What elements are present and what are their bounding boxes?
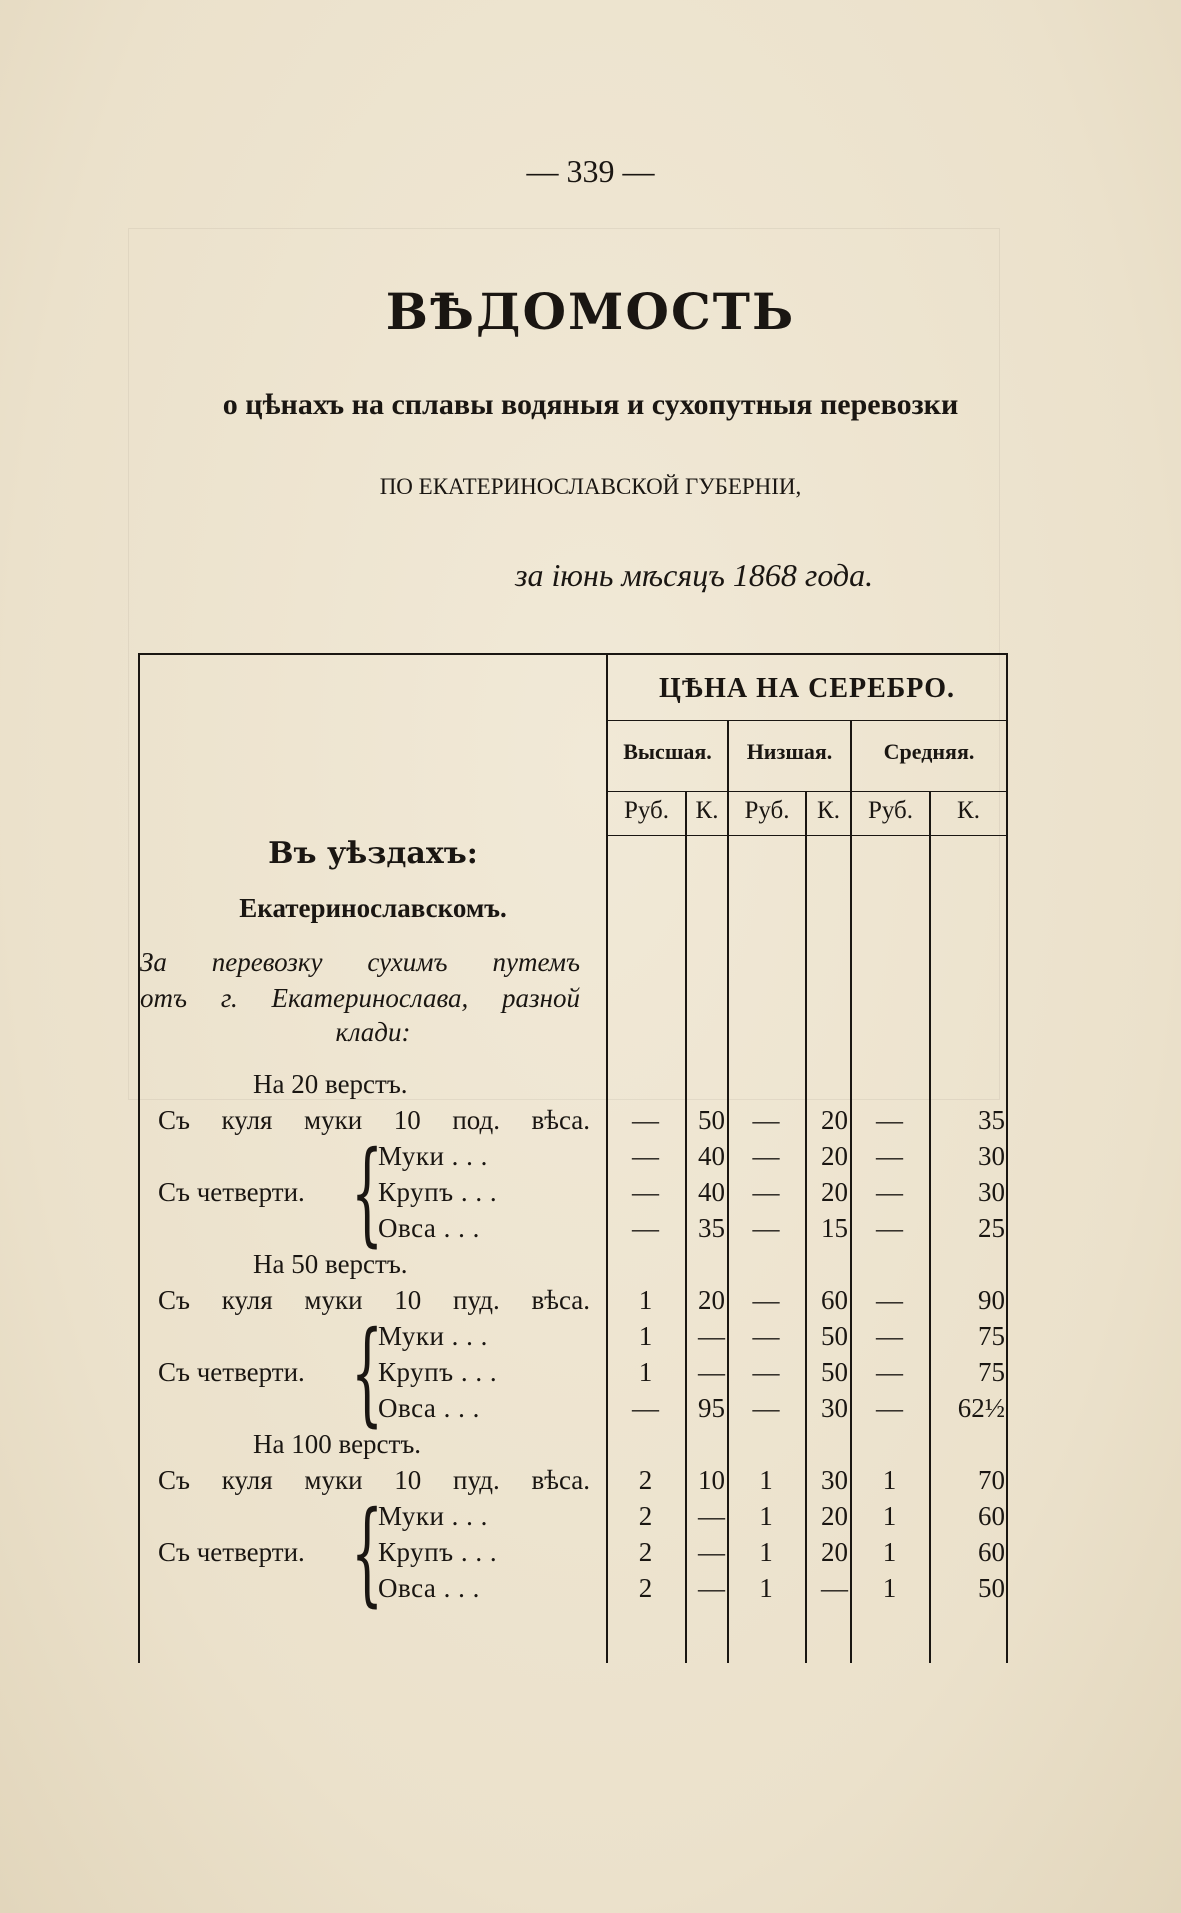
note-line-1: За перевозку сухимъ путемъ [140, 947, 580, 977]
item-name: Муки . . . [378, 1141, 488, 1171]
price-cell: 1 [638, 1285, 653, 1315]
distance-label: На 20 верстъ. [253, 1069, 408, 1099]
price-cell: 1 [882, 1501, 897, 1531]
price-cell: 30 [978, 1177, 1005, 1207]
item-name: Крупъ . . . [378, 1357, 498, 1387]
price-cell: — [752, 1105, 780, 1135]
price-cell: — [632, 1393, 659, 1423]
price-cell: 1 [759, 1537, 773, 1567]
col-group-avg: Средняя. [883, 739, 975, 764]
price-cell: 1 [882, 1573, 897, 1603]
price-cell: — [698, 1573, 725, 1603]
col-group-high: Высшая. [623, 739, 712, 764]
price-cell: 50 [978, 1573, 1005, 1603]
price-cell: 35 [978, 1105, 1005, 1135]
item-name: Овса . . . [378, 1213, 480, 1243]
price-cell: — [752, 1357, 780, 1387]
curly-brace: { [351, 1308, 384, 1438]
price-cell: — [876, 1141, 903, 1171]
price-header: ЦѢНА НА СЕРЕБРО. [658, 673, 956, 704]
note-line-2: отъ г. Екатеринослава, разной [140, 983, 580, 1013]
price-header-rule [608, 720, 1006, 721]
price-cell: — [632, 1213, 659, 1243]
price-cell: — [752, 1285, 780, 1315]
price-cell: 1 [882, 1537, 897, 1567]
table-border-right [1006, 653, 1008, 1663]
price-cell: 20 [821, 1105, 848, 1135]
price-cell: — [632, 1177, 659, 1207]
price-cell: — [752, 1177, 780, 1207]
note-line-3: клади: [335, 1017, 411, 1047]
price-cell: 20 [821, 1141, 848, 1171]
price-cell: — [698, 1321, 725, 1351]
unit-kop-1: К. [695, 797, 719, 824]
price-cell: 1 [882, 1465, 897, 1495]
price-cell: 20 [698, 1285, 725, 1315]
price-cell: — [698, 1537, 725, 1567]
price-cell: — [821, 1573, 848, 1603]
price-cell: 2 [638, 1537, 653, 1567]
table-top-rule [138, 653, 1008, 655]
price-cell: — [876, 1213, 903, 1243]
kul-label: Съ куля муки 10 под. вѣса. [158, 1105, 590, 1135]
unit-kop-2: К. [817, 797, 840, 824]
price-cell: 35 [698, 1213, 725, 1243]
price-cell: 20 [821, 1537, 848, 1567]
price-cell: 95 [698, 1393, 725, 1423]
unit-rub-2: Руб. [744, 797, 790, 824]
period-line: за іюнь мѣсяцъ 1868 года. [515, 557, 874, 593]
chetvert-label: Съ четверти. [158, 1357, 305, 1387]
price-cell: — [876, 1285, 903, 1315]
distance-label: На 50 верстъ. [253, 1249, 408, 1279]
price-cell: 60 [821, 1285, 848, 1315]
price-cell: 50 [821, 1357, 848, 1387]
price-cell: 10 [698, 1465, 725, 1495]
page-number: — 339 — [526, 153, 655, 189]
district-name: Екатеринославскомъ. [239, 893, 507, 923]
price-cell: — [752, 1393, 780, 1423]
units-top-rule [608, 791, 1006, 792]
price-cell: 40 [698, 1177, 725, 1207]
col-group-low: Низшая. [746, 739, 833, 764]
price-cell: 2 [638, 1501, 653, 1531]
item-name: Муки . . . [378, 1321, 488, 1351]
price-cell: 20 [821, 1501, 848, 1531]
price-cell: 90 [978, 1285, 1005, 1315]
price-cell: 60 [978, 1537, 1005, 1567]
kul-label: Съ куля муки 10 пуд. вѣса. [158, 1285, 590, 1315]
price-table [138, 653, 1008, 1663]
price-cell: 15 [821, 1213, 848, 1243]
price-cell: — [876, 1105, 903, 1135]
price-cell: 20 [821, 1177, 848, 1207]
price-cell: 50 [698, 1105, 725, 1135]
unit-rub-3: Руб. [867, 797, 914, 824]
price-cell: — [698, 1357, 725, 1387]
price-cell: 30 [821, 1393, 848, 1423]
price-cell: 50 [821, 1321, 848, 1351]
chetvert-label: Съ четверти. [158, 1177, 305, 1207]
price-cell: 1 [759, 1465, 773, 1495]
price-cell: — [632, 1105, 659, 1135]
price-cell: 2 [638, 1573, 653, 1603]
item-name: Муки . . . [378, 1501, 488, 1531]
item-name: Овса . . . [378, 1393, 480, 1423]
table-border-left [138, 653, 140, 1663]
price-cell: 1 [759, 1573, 773, 1603]
curly-brace: { [351, 1488, 384, 1618]
price-cell: 1 [638, 1357, 653, 1387]
price-cell: 70 [978, 1465, 1005, 1495]
price-cell: 75 [978, 1357, 1005, 1387]
price-cell: — [876, 1177, 903, 1207]
price-cell: — [698, 1501, 725, 1531]
document-title: ВѢДОМОСТЬ [385, 282, 796, 341]
district-heading: Въ уѣздахъ: [268, 836, 478, 871]
price-cell: 2 [638, 1465, 653, 1495]
distance-label: На 100 верстъ. [253, 1429, 422, 1459]
document-subtitle: о цѣнахъ на сплавы водяныя и сухопутныя перевозки [222, 388, 959, 421]
price-cell: — [876, 1321, 903, 1351]
province-line: ПО ЕКАТЕРИНОСЛАВСКОЙ ГУБЕРНІИ, [379, 474, 802, 499]
curly-brace: { [351, 1128, 384, 1258]
item-name: Овса . . . [378, 1573, 480, 1603]
price-cell: — [752, 1141, 780, 1171]
item-name: Крупъ . . . [378, 1537, 498, 1567]
price-cell: 1 [638, 1321, 653, 1351]
price-cell: 60 [978, 1501, 1005, 1531]
price-cell: — [876, 1357, 903, 1387]
price-cell: — [876, 1393, 903, 1423]
item-name: Крупъ . . . [378, 1177, 498, 1207]
price-cell: 62½ [957, 1393, 1005, 1423]
price-cell: 30 [978, 1141, 1005, 1171]
price-cell: — [752, 1321, 780, 1351]
price-cell: 25 [978, 1213, 1005, 1243]
price-cell: 30 [821, 1465, 848, 1495]
kul-label: Съ куля муки 10 пуд. вѣса. [158, 1465, 590, 1495]
price-cell: 1 [759, 1501, 773, 1531]
price-cell: 75 [978, 1321, 1005, 1351]
units-bottom-rule [608, 835, 1006, 836]
price-cell: — [632, 1141, 659, 1171]
price-cell: — [752, 1213, 780, 1243]
price-cell: 40 [698, 1141, 725, 1171]
unit-kop-3: К. [957, 797, 980, 824]
chetvert-label: Съ четверти. [158, 1537, 305, 1567]
unit-rub-1: Руб. [623, 797, 670, 824]
